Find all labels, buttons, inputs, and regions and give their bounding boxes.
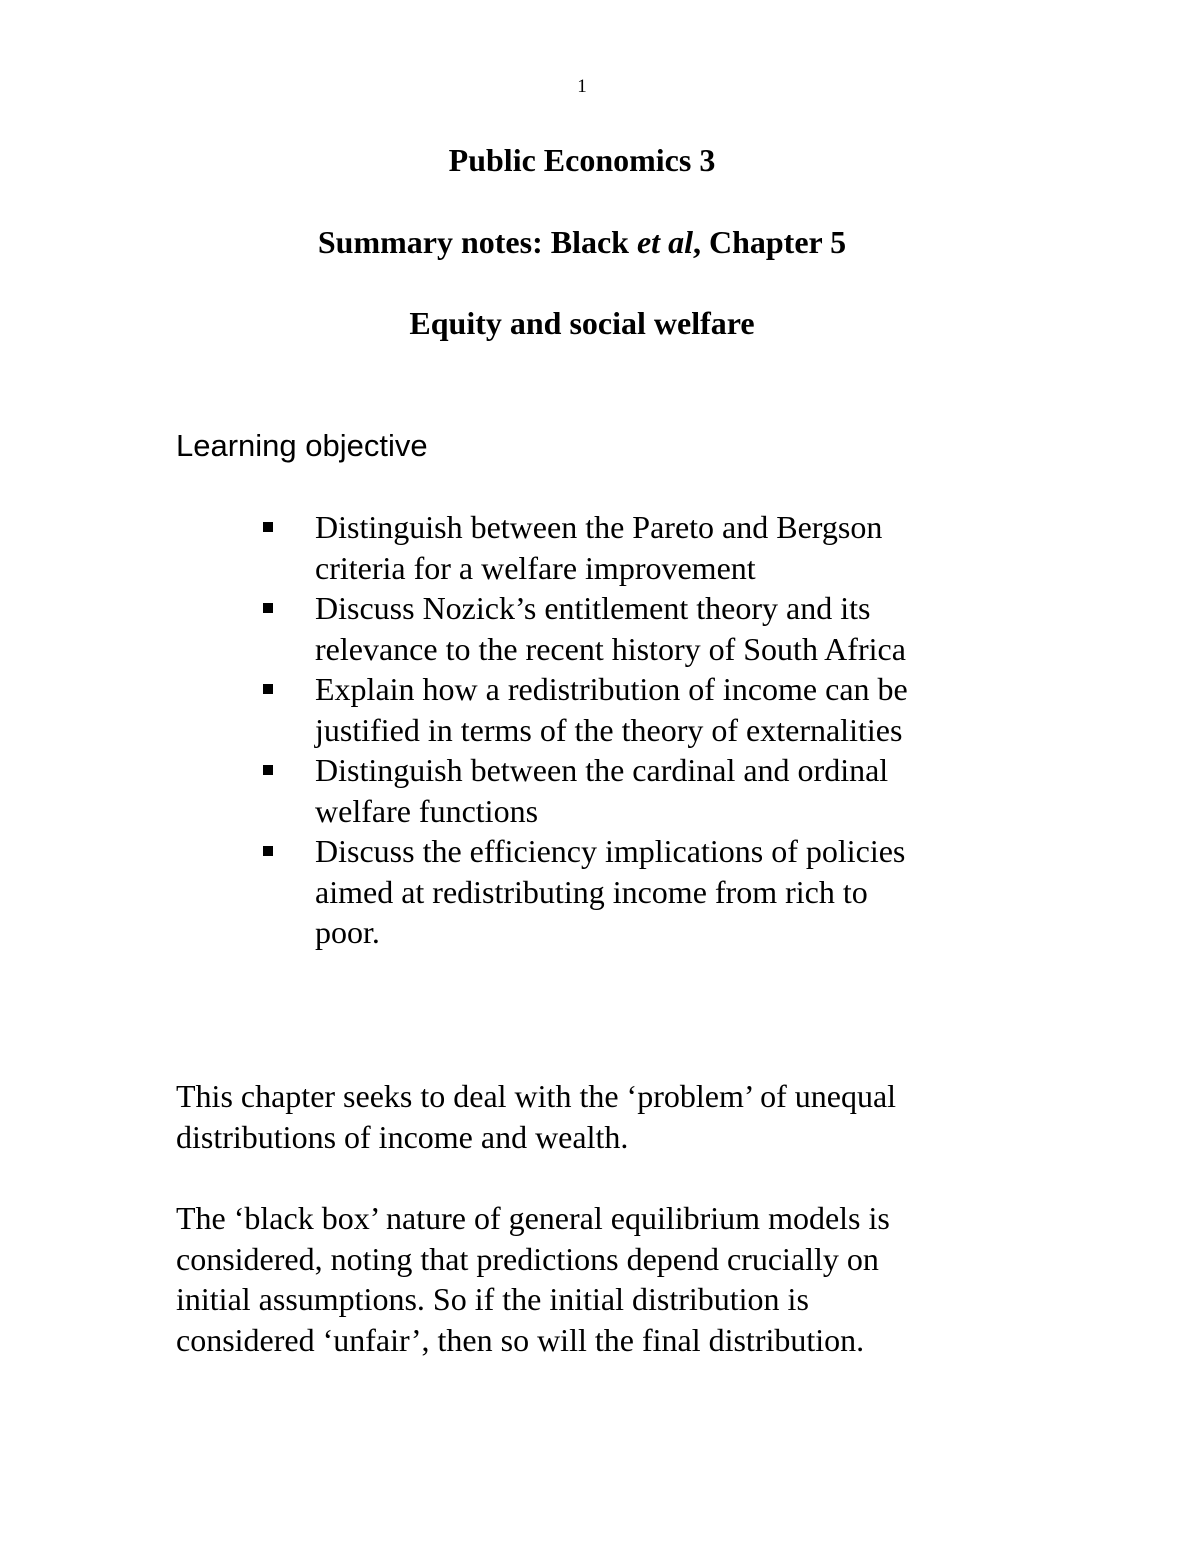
document-subtitle [0,224,1164,261]
subtitle-prefix: Summary notes: Black [317,224,637,260]
chapter-title: Equity and social welfare [409,305,755,341]
objective-line: welfare functions [315,792,539,829]
square-bullet-icon [263,603,273,613]
section-heading-learning-objective: Learning objective [176,428,428,463]
body-paragraph [176,1198,1016,1360]
paragraph-line: considered, noting that predictions depend crucially on [176,1240,879,1277]
objective-item [260,750,1000,831]
objective-line: aimed at redistributing income from rich to [315,873,868,910]
square-bullet-icon [263,522,273,532]
body-paragraph [176,1076,1016,1157]
objective-line: Discuss the efficiency implications of policies [315,833,906,869]
square-bullet-icon [263,684,273,694]
subtitle-italic: et al [636,224,693,260]
document-title: Public Economics 3 [448,142,716,178]
paragraph-line: This chapter seeks to deal with the ‘problem’ of unequal [176,1078,897,1114]
square-bullet-icon [263,765,273,775]
objective-line: criteria for a welfare improvement [315,549,756,586]
paragraph-line: considered ‘unfair’, then so will the final distribution. [176,1321,865,1358]
subtitle-suffix: , Chapter 5 [692,224,847,260]
objective-item [260,588,1000,669]
objective-item [260,507,1000,588]
objective-line: Discuss Nozick’s entitlement theory and its [315,590,871,626]
objective-line: Explain how a redistribution of income can be [315,671,908,707]
paragraph-line: The ‘black box’ nature of general equilibrium models is [176,1200,890,1236]
objective-item [260,831,1000,953]
objective-item [260,669,1000,750]
objective-line: Distinguish between the Pareto and Bergson [315,509,883,545]
learning-objectives-list [260,507,1000,953]
objective-line: relevance to the recent history of South Africa [315,630,906,667]
square-bullet-icon [263,846,273,856]
paragraph-line: initial assumptions. So if the initial distribution is [176,1281,809,1317]
objective-line: justified in terms of the theory of externalities [315,711,903,748]
page-number: 1 [577,76,587,97]
objective-line: Distinguish between the cardinal and ordinal [315,752,889,788]
paragraph-line: distributions of income and wealth. [176,1118,629,1155]
objective-line: poor. [315,914,380,950]
